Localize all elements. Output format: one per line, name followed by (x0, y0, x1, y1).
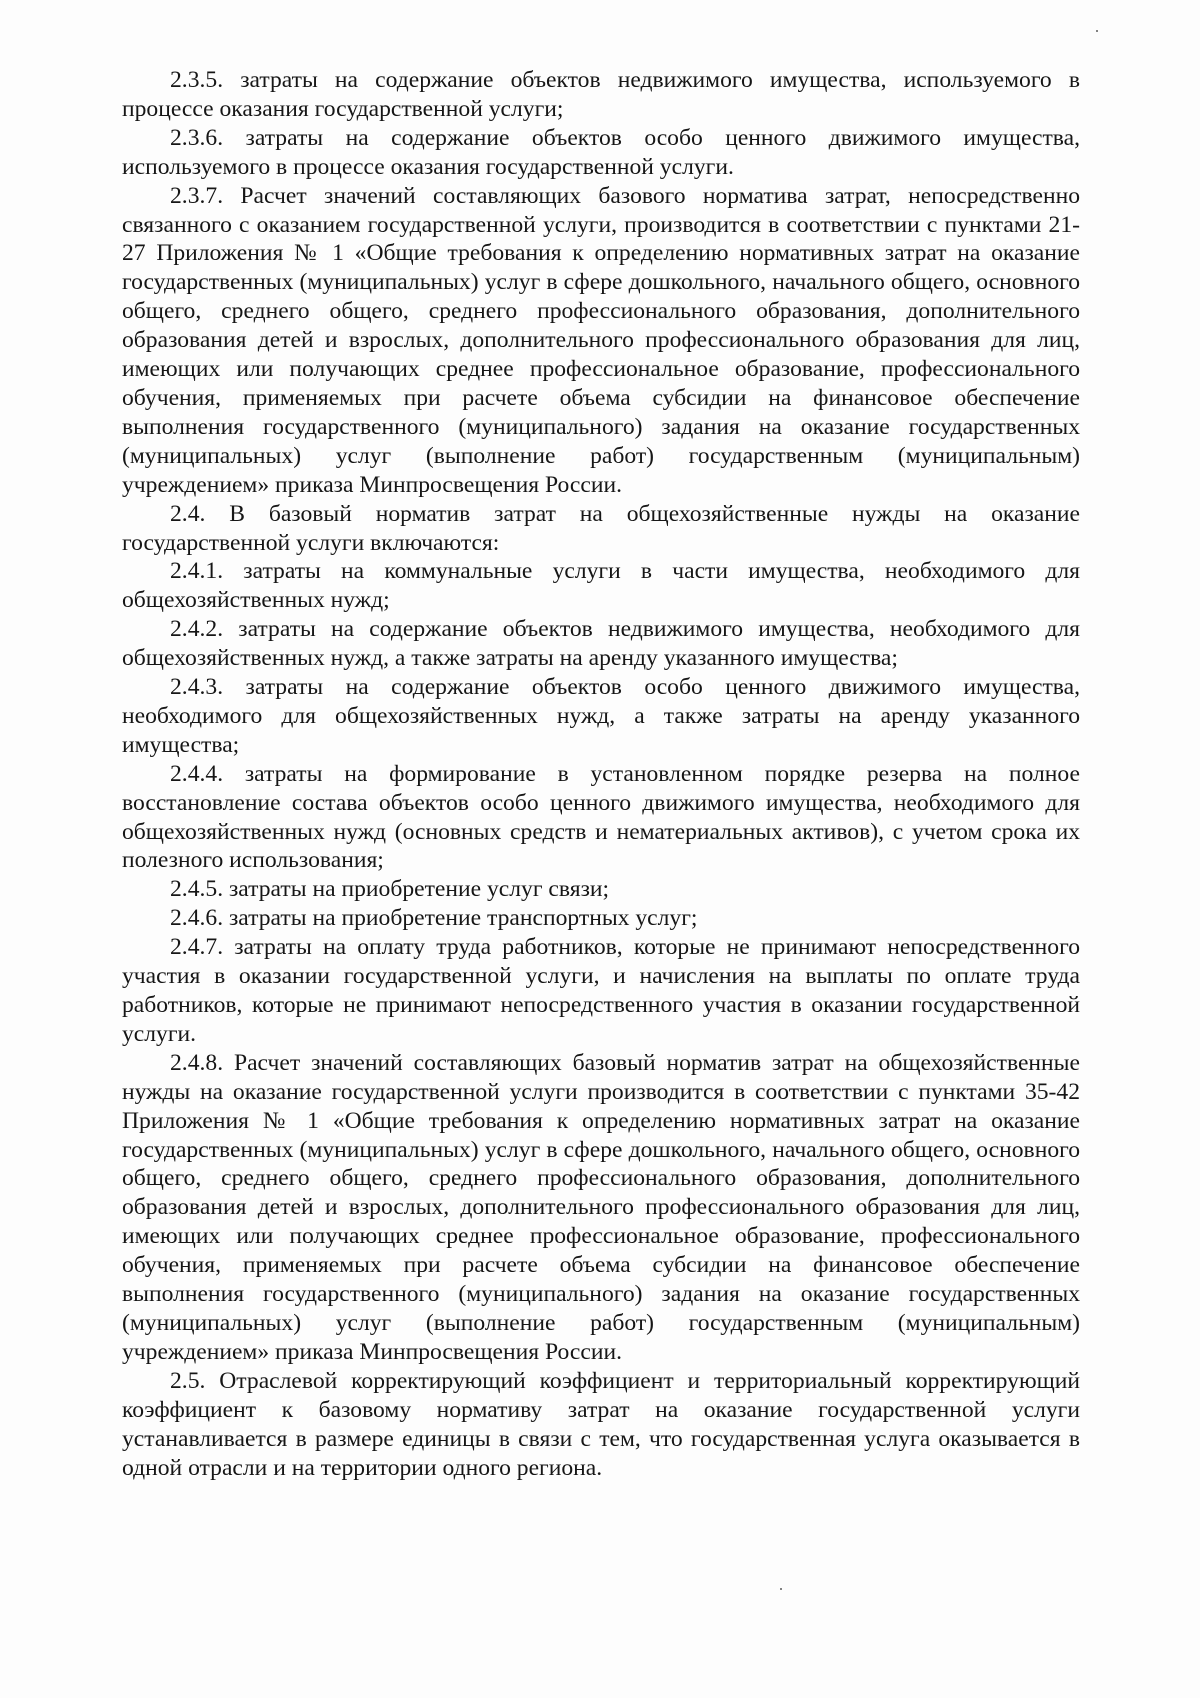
paragraph-2-4-8: 2.4.8. Расчет значений составляющих базовый норматив затрат на общехозяйственные нужды на оказание государственной услуги производится в соответствии с пунктами 35-42 Приложения № 1 «Общие требования к определению нормативных затрат на оказание государственных (муниципальных) услуг в сфере дошкольного, начального общего, основного общего, среднего общего, среднего профессионального образования, дополнительного образования детей и взрослых, дополнительного профессионального образования для лиц, имеющих или получающих среднее профессиональное образование, профессионального обучения, применяемых при расчете объема субсидии на финансовое обеспечение выполнения государственного (муниципального) задания на оказание государственных (муниципальных) услуг (выполнение работ) государственным (муниципальным) учреждением» приказа Минпросвещения России. (122, 1049, 1080, 1365)
paragraph-2-3-5: 2.3.5. затраты на содержание объектов недвижимого имущества, используемого в процессе оказания государственной услуги; (122, 67, 1080, 122)
paragraph-2-4-7: 2.4.7. затраты на оплату труда работников, которые не принимают непосредственного участия в оказании государственной услуги, и начисления на выплаты по оплате труда работников, которые не принимают непосредственного участия в оказании государственной услуги. (122, 934, 1080, 1047)
paragraph-2-4-4: 2.4.4. затраты на формирование в установленном порядке резерва на полное восстановление состава объектов особо ценного движимого имущества, необходимого для общехозяйственных нужд (основных средств и нематериальных активов), с учетом срока их полезного использования; (122, 760, 1080, 874)
document-body (122, 66, 1080, 1482)
paragraph-2-3-7: 2.3.7. Расчет значений составляющих базового норматива затрат, непосредственно связанного с оказанием государственной услуги, производится в соответствии с пунктами 21-27 Приложения № 1 «Общие требования к определению нормативных затрат на оказание государственных (муниципальных) услуг в сфере дошкольного, начального общего, основного общего, среднего общего, среднего профессионального образования, дополнительного образования детей и взрослых, дополнительного профессионального образования для лиц, имеющих или получающих среднее профессиональное образование, профессионального обучения, применяемых при расчете объема субсидии на финансовое обеспечение выполнения государственного (муниципального) задания на оказание государственных (муниципальных) услуг (выполнение работ) государственным (муниципальным) учреждением» приказа Минпросвещения России. (122, 182, 1080, 498)
paragraph-2-4-5: 2.4.5. затраты на приобретение услуг связи; (170, 876, 610, 903)
paragraph-2-4-2: 2.4.2. затраты на содержание объектов недвижимого имущества, необходимого для общехозяйственных нужд, а также затраты на аренду указанного имущества; (122, 616, 1080, 672)
scan-speck (1096, 30, 1098, 32)
paragraph-2-3-6: 2.3.6. затраты на содержание объектов особо ценного движимого имущества, используемого в процессе оказания государственной услуги. (122, 124, 1080, 180)
scan-speck (780, 1588, 782, 1590)
paragraph-2-4-6: 2.4.6. затраты на приобретение транспортных услуг; (170, 905, 698, 932)
paragraph-2-4-1: 2.4.1. затраты на коммунальные услуги в части имущества, необходимого для общехозяйственных нужд; (122, 558, 1080, 614)
paragraph-2-4-3: 2.4.3. затраты на содержание объектов особо ценного движимого имущества, необходимого для общехозяйственных нужд, а также затраты на аренду указанного имущества; (122, 674, 1080, 758)
paragraph-2-4: 2.4. В базовый норматив затрат на общехозяйственные нужды на оказание государственной услуги включаются: (122, 500, 1080, 556)
paragraph-2-5: 2.5. Отраслевой корректирующий коэффициент и территориальный корректирующий коэффициент к базовому нормативу затрат на оказание государственной услуги устанавливается в размере единицы в связи с тем, что государственная услуга оказывается в одной отрасли и на территории одного региона. (122, 1367, 1080, 1481)
